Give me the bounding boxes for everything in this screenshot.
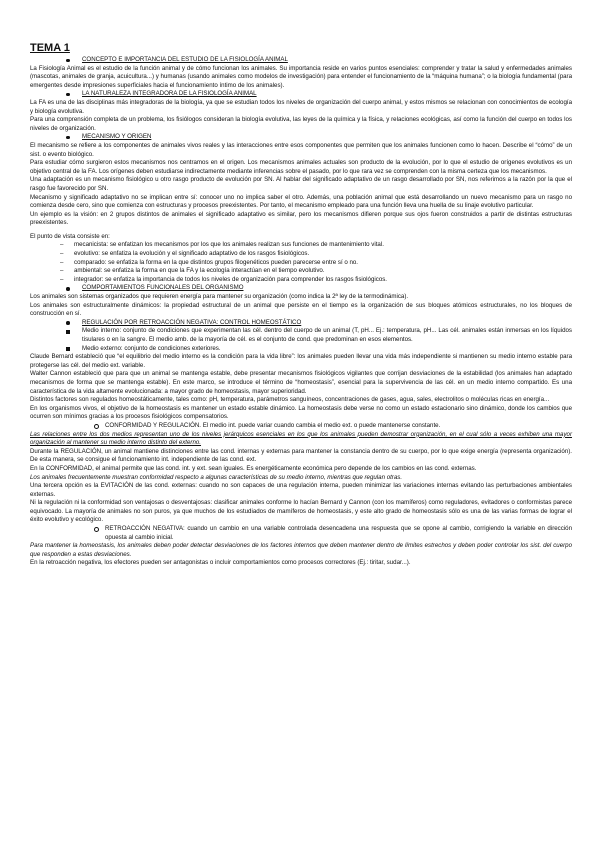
list-item: – ambiental: se enfatiza la forma en que la FA y la ecología interactúan en el tiempo evolutivo.: [30, 267, 572, 276]
document-page: [30, 42, 572, 568]
page-title: TEMA 1: [30, 42, 70, 54]
paragraph: Para estudiar cómo surgieron estos mecanismos nos centramos en el origen. Los mecanismos animales actuales son producto de la evolución, por lo que el estudio de orígenes evolutivos es un objetivo central de la FA. Los orígenes deben estudiarse indirectamente mediante inferencias sobre el pasado, por lo que rara vez se comprenden con la misma certeza que los mecanismos.: [30, 159, 572, 175]
paragraph: Mecanismo y significado adaptativo no se implican entre sí: conocer uno no implica saber el otro. Además, una población animal que está desarrollando un nuevo mecanismo para un rasgo no comienza desde cero, sino que comienza con estructuras y procesos preexistentes. Por tanto, el mecanismo empleado para una función lleva una huella de su linaje evolutivo particular.: [30, 193, 572, 210]
paragraph: Los animales son sistemas organizados que requieren energía para mantener su organización (como indica la 2ª ley de la termodinámica).: [30, 293, 409, 301]
list-item: CONFORMIDAD Y REGULACIÓN. El medio int. puede variar cuando cambia el medio ext. o puede mantenerse constante.: [30, 422, 572, 431]
paragraph: Los animales frecuentemente muestran conformidad respecto a algunas características de su medio interno, mientras que regulan otras.: [30, 473, 403, 481]
paragraph: En los organismos vivos, el objetivo de la homeostasis es mantener un estado estable dinámico. La homeostasis debe verse no como un estado estacionario sino dinámico, donde los cambios que ocurren son mínimos gracias a los procesos fisiológicos compensatorios.: [30, 404, 572, 421]
section-heading: LA NATURALEZA INTEGRADORA DE LA FISIOLOGÍA ANIMAL: [30, 90, 572, 99]
paragraph: Claude Bernard estableció que “el equilibrio del medio interno es la condición para la vida libre”: los animales pueden llevar una vida más independiente si mantienen su medio interno estable para protegerse las cél. del medio ext. variable.: [30, 353, 572, 369]
paragraph: Distintos factores son regulados homeostáticamente, tales como: pH, temperatura, parámetros sanguíneos, concentraciones de gases, agua, sales, electrolitos o moléculas ricas en energía...: [30, 396, 550, 404]
paragraph: Walter Cannon estableció que para que un animal se mantenga estable, debe presentar mecanismos fisiológicos vigilantes que corrijan desviaciones de la estabilidad (los animales han adaptado mecanismos de forma que se mantenga estable). En este marco, se introduce el término de “homeostasis”, esencial para la supervivencia de las cél. en un medio interno compartido. Es una característica de la vida altamente evolucionada: a mayor grado de homeostasis, mayor superioridad.: [30, 370, 572, 395]
paragraph: Una adaptación es un mecanismo fisiológico u otro rasgo producto de evolución por SN. Al hablar del significado adaptativo de un rasgo desarrollado por SN, nos referimos a la razón por la que el rasgo fue favorecido por SN.: [30, 176, 572, 192]
section-heading: REGULACIÓN POR RETROACCIÓN NEGATIVA: CONTROL HOMEOSTÁTICO: [30, 319, 572, 328]
paragraph: Una tercera opción es la EVITACIÓN de las cond. externas: cuando no son capaces de una regulación interna, pueden minimizar las variaciones internas evitando las perturbaciones ambientales externas.: [30, 482, 572, 498]
paragraph: Un ejemplo es la visión: en 2 grupos distintos de animales el significado adaptativo es similar, pero los mecanismos difieren porque sus ojos fueron construidos a partir de distintas estructuras preexistentes.: [30, 210, 572, 227]
paragraph: El punto de vista consiste en:: [30, 232, 110, 240]
list-item: RETROACCIÓN NEGATIVA: cuando un cambio en una variable controlada desencadena una respuesta que se opone al cambio, corrigiendo la variable en dirección opuesta al cambio inicial.: [30, 525, 572, 542]
paragraph: El mecanismo se refiere a los componentes de animales vivos reales y las interacciones entre esos componentes que permiten que los animales funcionen como lo hacen. Describe el “cómo” de un sist. o evento biológico.: [30, 141, 572, 158]
paragraph: Los animales son estructuralmente dinámicos: la propiedad estructural de un animal que persiste en el tiempo es la organización de sus bloques atómicos estructurales, no los bloques de construcción en sí.: [30, 301, 572, 318]
list-item: – mecanicista: se enfatizan los mecanismos por los que los animales realizan sus funciones de mantenimiento vital.: [30, 241, 572, 250]
document-body: [30, 56, 572, 568]
paragraph: Para una comprensión completa de un problema, los fisiólogos consideran la biología evolutiva, las leyes de la química y la física, y relaciones ecológicas, así como la función del cuerpo en todos los niveles de organización.: [30, 116, 572, 132]
section-heading: CONCEPTO E IMPORTANCIA DEL ESTUDIO DE LA FISIOLOGÍA ANIMAL: [30, 56, 572, 65]
paragraph: La Fisiología Animal es el estudio de la función animal y de cómo funcionan los animales. Su importancia reside en varios puntos esenciales: comprender y tratar la salud y enfermedades animales (mascotas, animales de granja, acuicultura...) y humanas (usando animales como modelos de investigación) para entender el funcionamiento de la “máquina humana”; o la biología fundamental (para emergentes desde impresiones superficiales hacia el funcionamiento íntimo de los animales).: [30, 64, 572, 89]
paragraph: Ni la regulación ni la conformidad son ventajosas o desventajosas: clasificar animales conforme lo hacían Bernard y Cannon (con los mamíferos) como reguladores, evitadores o conformistas parece equivocado. La mayoría de animales no son puros, ya que muchos de los estudiados de mamíferos de homeostasis, y este alto grado de homeostasis sólo es una de las varias formas de lograr el éxito evolutivo y ecológico.: [30, 499, 572, 524]
paragraph: Para mantener la homeostasis, los animales deben poder detectar desviaciones de los factores internos que deben mantener dentro de límites estrechos y deben poder controlar los sist. del cuerpo que responden a estas desviaciones.: [30, 542, 572, 558]
section-heading: MECANISMO Y ORIGEN: [30, 133, 572, 142]
paragraph: La FA es una de las disciplinas más integradoras de la biología, ya que se estudian todos los niveles de organización del cuerpo animal, y estos mismos se relacionan con conocimientos de ecología y biología evolutiva.: [30, 98, 572, 115]
paragraph: Las relaciones entre los dos medios representan uno de los niveles jerárquicos esenciales en los que los animales pueden demostrar organización, en el cual sólo a veces exhiben una mayor organización al mantener su medio interno distinto del externo.: [30, 430, 572, 447]
list-item: – evolutivo: se enfatiza la evolución y el significado adaptativo de los rasgos fisiológicos.: [30, 250, 572, 259]
list-item: Medio externo: conjunto de condiciones exteriores.: [30, 345, 572, 354]
list-item: – comparado: se enfatiza la forma en la que distintos grupos filogenéticos pueden parecerse entre sí o no.: [30, 259, 572, 268]
paragraph: En la retroacción negativa, los efectores pueden ser antagonistas o incluir comportamientos como procesos correctores (Ej.: tiritar, sudar...).: [30, 559, 411, 567]
list-item: Medio interno: conjunto de condiciones que experimentan las cél. dentro del cuerpo de un animal (T, pH... Ej.: temperatura, pH... Las cél. animales están inmersas en los líquidos tisulares o en la sangre. El medio amb. de la mayoría de cél. es el conjunto de cond. que predominan en esos elementos.: [30, 327, 572, 344]
list-item: – integrador: se enfatiza la importancia de todos los niveles de organización para comprender los rasgos fisiológicos.: [30, 276, 572, 285]
paragraph: Durante la REGULACIÓN, un animal mantiene distinciones entre las cond. internas y externas para mantener la constancia dentro de su cuerpo, por lo que exige energía (representa organización). De esta manera, se consigue el funcionamiento int. independiente de las cond. ext.: [30, 447, 572, 464]
section-heading: COMPORTAMIENTOS FUNCIONALES DEL ORGANISMO: [30, 284, 572, 293]
paragraph: En la CONFORMIDAD, el animal permite que las cond. int. y ext. sean iguales. Es energéticamente económica pero depende de los cambios en las cond. externas.: [30, 464, 477, 472]
